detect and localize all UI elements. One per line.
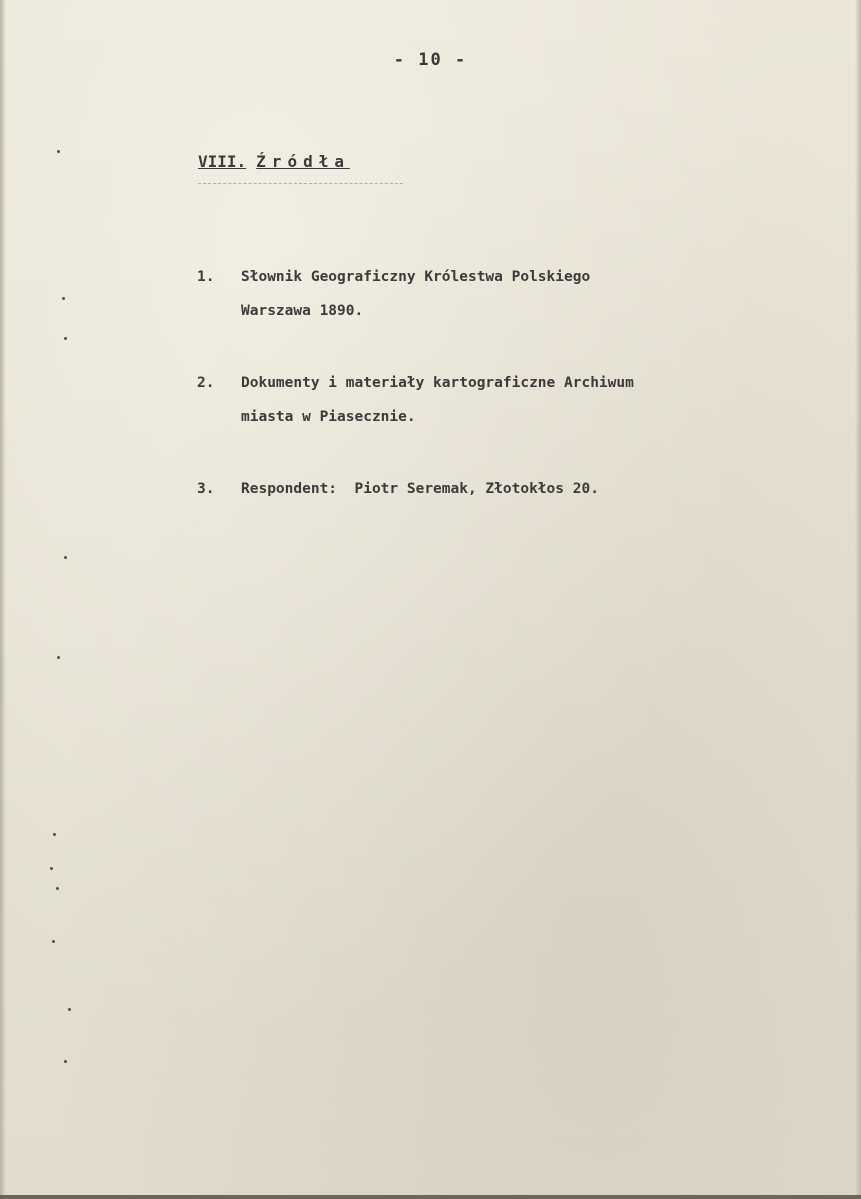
list-item bbox=[197, 472, 797, 506]
item-text-line: Słownik Geograficzny Królestwa Polskiego bbox=[241, 269, 591, 285]
section-title: Źródła bbox=[256, 152, 350, 171]
margin-speck bbox=[57, 150, 60, 153]
margin-speck bbox=[64, 337, 67, 340]
list-item bbox=[197, 366, 797, 434]
item-number: 2. bbox=[197, 375, 215, 391]
margin-speck bbox=[52, 940, 55, 943]
section-heading bbox=[198, 152, 350, 171]
margin-speck bbox=[64, 556, 67, 559]
paper-edge-right bbox=[855, 0, 861, 1199]
item-number: 3. bbox=[197, 481, 215, 497]
list-item bbox=[197, 260, 797, 328]
margin-speck bbox=[56, 887, 59, 890]
margin-speck bbox=[57, 656, 60, 659]
margin-speck bbox=[68, 1008, 71, 1011]
paper-edge-bottom bbox=[0, 1195, 861, 1199]
item-number: 1. bbox=[197, 269, 215, 285]
heading-underline-dashes bbox=[198, 183, 403, 184]
margin-speck bbox=[62, 297, 65, 300]
page-number: - 10 - bbox=[393, 50, 468, 70]
margin-speck bbox=[64, 1060, 67, 1063]
item-text-line: miasta w Piasecznie. bbox=[241, 409, 416, 425]
paper-edge-left bbox=[0, 0, 6, 1199]
section-number: VIII. bbox=[198, 152, 247, 171]
margin-speck bbox=[53, 833, 56, 836]
item-text-line: Warszawa 1890. bbox=[241, 303, 364, 319]
margin-speck bbox=[50, 867, 53, 870]
item-text-line: Dokumenty i materiały kartograficzne Archiwum bbox=[241, 375, 634, 391]
item-text-line: Respondent: Piotr Seremak, Złotokłos 20. bbox=[241, 481, 599, 497]
sources-list bbox=[197, 260, 797, 544]
